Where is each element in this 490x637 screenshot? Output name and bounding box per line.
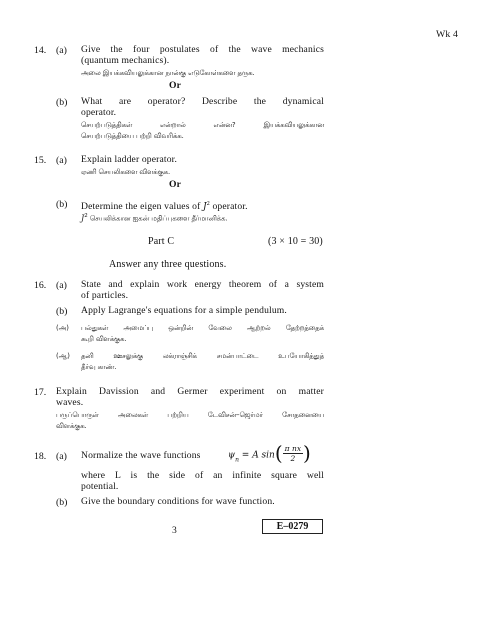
question-number: 14.	[34, 45, 47, 56]
sub-label: (a)	[56, 155, 67, 166]
question-text: potential.	[81, 481, 119, 492]
tamil-text: செயற்படுத்திகள் என்றால் என்ன? இயக்கவியலுக்கான	[81, 121, 324, 129]
question-text: What are operator? Describe the dynamical	[81, 96, 324, 107]
question-text: (quantum mechanics).	[81, 55, 170, 66]
question-text: Determine the eigen values of $J^2$ operator.	[81, 201, 248, 213]
tamil-text: செயற்படுத்தியை பற்றி விவரிக்க.	[81, 132, 184, 140]
tamil-text: கூறி விளக்குக.	[81, 335, 127, 343]
exam-code: E–0279	[262, 519, 323, 534]
page-number: 3	[172, 525, 177, 536]
wave-function-equation: $\psi_n = A$ sin( $\frac{\text{π nx}}{2}$ )	[228, 441, 311, 465]
section-title: Part C	[148, 236, 175, 247]
sub-label: (ஆ)	[56, 352, 70, 360]
tamil-text: அலை இயக்கவியலுக்கான நான்கு எடுகோள்களை தருக.	[81, 69, 255, 77]
question-text: Give the four postulates of the wave mechanics	[81, 44, 324, 55]
tamil-text: பருப்பொருள் அலைகள் பற்றிய டேவிசன்–ஜெர்மர் சோதனையை	[56, 411, 324, 419]
sub-label: (a)	[56, 451, 67, 462]
sub-label: (b)	[56, 199, 68, 210]
sub-label: (a)	[56, 280, 67, 291]
question-text: operator.	[81, 107, 117, 118]
question-number: 17.	[34, 387, 47, 398]
tamil-text: $J^2$ செயலிக்கான ஐகன் மதிப்புகளை தீர்மானிக்க.	[81, 213, 228, 223]
question-text: where L is the side of an infinite square well	[81, 470, 324, 481]
question-text: Explain Davission and Germer experiment on matter	[56, 386, 324, 397]
week-label: Wk 4	[436, 29, 459, 40]
question-text: Give the boundary conditions for wave function.	[81, 496, 275, 507]
tamil-text: விளக்குக.	[56, 422, 87, 430]
tamil-text: தனி ஊசலுக்கு லக்ராஞ்சிக் சமன்பாட்டை உபயோகித்துத்	[81, 352, 324, 360]
question-text: Apply Lagrange's equations for a simple pendulum.	[81, 305, 287, 316]
question-text: waves.	[56, 397, 84, 408]
question-number: 16.	[34, 280, 47, 291]
tamil-text: ஏணி செயலிகளை விளக்குக.	[81, 168, 171, 176]
question-text: State and explain work energy theorem of a system	[81, 279, 324, 290]
section-instruction: Answer any three questions.	[109, 259, 227, 270]
or-separator: Or	[168, 80, 182, 91]
tamil-text: பல்துகள் அமைப்பு ஒன்றின் வேலை ஆற்றல் தேற்றத்தைக்	[81, 324, 324, 332]
question-text: Normalize the wave functions	[81, 450, 201, 461]
sub-label: (a)	[56, 45, 67, 56]
section-marks: (3 × 10 = 30)	[268, 236, 323, 247]
question-number: 18.	[34, 451, 47, 462]
question-text: Explain ladder operator.	[81, 154, 178, 165]
sub-label: (b)	[56, 306, 68, 317]
or-separator: Or	[168, 179, 182, 190]
sub-label: (அ)	[56, 324, 69, 332]
question-text: of particles.	[81, 290, 129, 301]
sub-label: (b)	[56, 97, 68, 108]
question-number: 15.	[34, 155, 47, 166]
sub-label: (b)	[56, 497, 68, 508]
tamil-text: தீர்வு காண்.	[81, 363, 117, 371]
fraction: $\frac{\text{π nx}}{2}$	[284, 443, 302, 463]
